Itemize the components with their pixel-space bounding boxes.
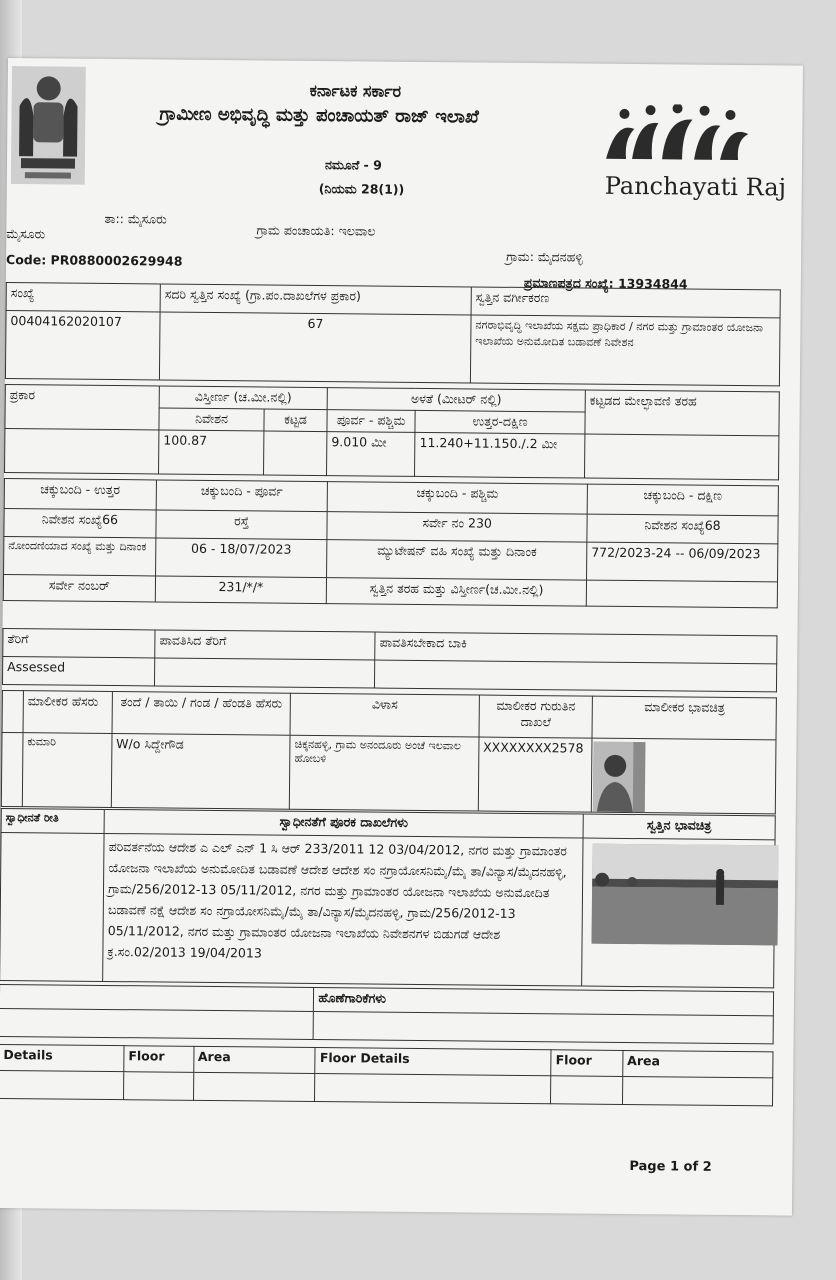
boundary-south-label: ಚಕ್ಕುಬಂದಿ - ದಕ್ಷಿಣ xyxy=(587,484,778,516)
relation-name-value: W/o ಸಿದ್ದೇಗೌಡ xyxy=(111,734,290,810)
liabilities-label: ಹೊಣೆಗಾರಿಕೆಗಳು xyxy=(314,987,774,1015)
panchayati-raj-logo-text: Panchayati Raj xyxy=(604,171,787,202)
survey-number-label: ಸರ್ವೇ ನಂಬರ್ xyxy=(3,574,155,601)
north-south-value: 11.240+11.150./.2 ಮೀ xyxy=(415,432,585,478)
address-label: ವಿಳಾಸ xyxy=(290,693,479,737)
property-photo xyxy=(592,844,779,946)
owner-photo-label: ಮಾಲೀಕರ ಭಾವಚಿತ್ರ xyxy=(592,696,776,740)
property-id-value: 00404162020107 xyxy=(5,310,160,379)
certificate-number: ಪ್ರಮಾಣಪತ್ರದ ಸಂಖ್ಯೆ: 13934844 xyxy=(523,274,688,292)
owner-name-label: ಮಾಲೀಕರ ಹೆಸರು xyxy=(23,691,112,734)
site-area-value: 100.87 xyxy=(159,430,264,475)
taluk-label: ತಾ:: ಮೈಸೂರು xyxy=(104,210,167,227)
property-number-value: 67 xyxy=(159,312,471,383)
boundary-north-value: ನಿವೇಶನ ಸಂಖ್ಯೆ66 xyxy=(4,508,156,537)
address-value: ಚಿಕ್ಕನಹಳ್ಳಿ, ಗ್ರಾಮ ಅನಂದೂರು ಅಂಚೆ ಇಲವಾಲ ಹೋಬಳಿ xyxy=(290,735,479,811)
boundary-east-value: ರಸ್ತೆ xyxy=(156,510,328,540)
property-type-area-label: ಸ್ವತ್ತಿನ ತರಹ ಮತ್ತು ವಿಸ್ತೀರ್ಣ(ಚ.ಮೀ.ನಲ್ಲಿ) xyxy=(327,578,587,606)
floor-details-label: Floor Details xyxy=(315,1047,551,1075)
district-label: ಮೈಸೂರು xyxy=(6,225,46,242)
type-label: ಪ್ರಕಾರ xyxy=(5,384,159,429)
document-page xyxy=(0,58,803,1216)
site-label: ನಿವೇಶನ xyxy=(159,408,264,431)
property-number-label: ಸದರಿ ಸ್ವತ್ತಿನ ಸಂಖ್ಯೆ (ಗ್ರಾ.ಪಂ.ದಾಖಲೆಗಳ ಪ್ರಕಾರ) xyxy=(160,284,471,315)
registration-label: ನೋಂದಣಿಯಾದ ಸಂಖ್ಯೆ ಮತ್ತು ದಿನಾಂಕ xyxy=(4,536,156,575)
tax-paid-label: ಪಾವತಿಸಿದ ತೆರಿಗೆ xyxy=(155,630,375,660)
liabilities-table xyxy=(0,984,774,1044)
area-label-left: Area xyxy=(193,1046,315,1073)
owner-id-value: XXXXXXXX2578 xyxy=(478,737,592,812)
floor-label-left: Floor xyxy=(124,1046,194,1073)
ownership-mode-label: ಸ್ವಾಧೀನತೆ ರೀತಿ xyxy=(1,808,104,833)
property-details-table xyxy=(5,282,781,386)
rule-number: (ನಿಯಮ 28(1)) xyxy=(318,180,405,197)
east-west-value: 9.010 ಮೀ xyxy=(327,432,416,477)
property-code: Code: PR0880002629948 xyxy=(5,251,183,269)
details-label: Details xyxy=(0,1044,124,1071)
floor-label-right: Floor xyxy=(551,1050,623,1077)
boundary-west-label: ಚಕ್ಕುಬಂದಿ - ಪಶ್ಚಿಮ xyxy=(327,482,587,514)
mutation-label: ಮ್ಯುಟೇಷನ್ ವಹಿ ಸಂಖ್ಯೆ ಮತ್ತು ದಿನಾಂಕ xyxy=(327,540,587,580)
mutation-value: 772/2023-24 -- 06/09/2023 xyxy=(586,542,777,582)
department-title: ಗ್ರಾಮೀಣ ಅಭಿವೃದ್ಧಿ ಮತ್ತು ಪಂಚಾಯತ್ ರಾಜ್ ಇಲಾಖೆ xyxy=(159,103,479,128)
boundary-north-label: ಚಕ್ಕುಬಂದಿ - ಉತ್ತರ xyxy=(4,478,156,509)
page-number: Page 1 of 2 xyxy=(629,1159,712,1175)
north-south-label: ಉತ್ತರ-ದಕ್ಷಿಣ xyxy=(415,410,585,434)
boundaries-table xyxy=(3,478,779,608)
survey-number-value: 231/*/* xyxy=(155,576,327,604)
owner-table xyxy=(1,690,777,814)
property-photo-label: ಸ್ವತ್ತಿನ ಭಾವಚಿತ್ರ xyxy=(583,814,775,840)
relation-name-label: ತಂದೆ / ತಾಯಿ / ಗಂಡ / ಹೆಂಡತಿ ಹೆಸರು xyxy=(112,692,291,736)
property-id-label: ಸಂಖ್ಯೆ xyxy=(6,282,160,311)
roof-type-label: ಕಟ್ಟಡದ ಮೇಲ್ಛಾವಣಿ ತರಹ xyxy=(585,390,779,436)
gram-panchayat-label: ಗ್ರಾಮ ಪಂಚಾಯತಿ: ಇಲವಾಲ xyxy=(256,222,376,239)
tax-due-label: ಪಾವತಿಸಬೇಕಾದ ಬಾಕಿ xyxy=(375,632,777,664)
area-table xyxy=(4,384,780,480)
floor-details-table xyxy=(0,1044,773,1106)
boundary-west-value: ಸರ್ವೇ ನಂ 230 xyxy=(327,512,587,542)
boundary-south-value: ನಿವೇಶನ ಸಂಖ್ಯೆ68 xyxy=(587,514,778,544)
east-west-label: ಪೂರ್ವ - ಪಶ್ಚಿಮ xyxy=(327,410,415,433)
registration-value: 06 - 18/07/2023 xyxy=(155,538,327,578)
dimension-label: ಅಳತೆ (ಮೀಟರ್ ನಲ್ಲಿ) xyxy=(327,388,585,412)
owner-id-label: ಮಾಲೀಕರ ಗುರುತಿನ ದಾಖಲೆ xyxy=(479,695,593,738)
panchayati-raj-logo-icon xyxy=(602,104,753,163)
tax-label: ತೆರಿಗೆ xyxy=(3,628,155,657)
boundary-east-label: ಚಕ್ಕುಬಂದಿ - ಪೂರ್ವ xyxy=(156,480,328,512)
building-label: ಕಟ್ಟಡ xyxy=(264,409,327,432)
owner-photo xyxy=(593,742,646,812)
village-label: ಗ್ರಾಮ: ಮೈದನಹಳ್ಳಿ xyxy=(506,248,583,265)
owner-name-value: ಕುಮಾರಿ xyxy=(22,733,112,808)
classification-label: ಸ್ವತ್ತಿನ ವರ್ಗೀಕರಣ xyxy=(471,287,780,318)
form-number: ನಮೂನೆ - 9 xyxy=(324,157,382,173)
ownership-docs-value: ಪರಿವರ್ತನೆಯ ಆದೇಶ ಎ ಎಲ್ ಎನ್ 1 ಸಿ ಆರ್ 233/2011 12 03/04/2012, ನಗರ ಮತ್ತು ಗ್ರಾಮಾಂತರ ಯೋಜನಾ ಇಲಾಖೆಯ ಅನುಮೋದಿತ ಬಡಾವಣೆ ಆದೇಶ ಆದೇಶ ಸಂ ನಗ್ರಾಯೋಸನಿಮೈ/ಮೈ ತಾ/ವಿನ್ಯಾಸ/ಮೈದನಹಳ್ಳಿ, ಗ್ರಾಮ/256/2012-13 05/11/2012, ನಗರ ಮತ್ತು ಗ್ರಾಮಾಂತರ ಯೋಜನಾ ಇಲಾಖೆಯ ಅನುಮೋದಿತ ಬಡಾವಣೆ ನಕ್ಷೆ ಆದೇಶ ಸಂ ನಗ್ರಾಯೋಸನಿಮೈ/ಮೈ ತಾ/ವಿನ್ಯಾಸ/ಮೈದನಹಳ್ಳಿ, ಗ್ರಾಮ/256/2012-13 05/11/2012, ನಗರ ಮತ್ತು ಗ್ರಾಮಾಂತರ ಯೋಜನಾ ಇಲಾಖೆಯ ನಿವೇಶನಗಳ ಬಿಡುಗಡೆ ಆದೇಶ ಕ್ರ.ಸಂ.02/2013 19/04/2013 xyxy=(103,833,583,986)
tax-table xyxy=(2,628,778,692)
area-label: ವಿಸ್ತೀರ್ಣ (ಚ.ಮೀ.ನಲ್ಲಿ) xyxy=(159,386,327,410)
karnataka-emblem-icon xyxy=(11,66,86,185)
classification-value: ನಗರಾಭಿವೃದ್ಧಿ ಇಲಾಖೆಯ ಸಕ್ಷಮ ಪ್ರಾಧಿಕಾರ / ನಗರ ಮತ್ತು ಗ್ರಾಮಾಂತರ ಯೋಜನಾ ಇಲಾಖೆಯ ಅನುಮೋದಿತ ಬಡಾವಣೆ ನಿವೇಶನ xyxy=(470,315,780,386)
ownership-docs-label: ಸ್ವಾಧೀನತೆಗೆ ಪೂರಕ ದಾಖಲೆಗಳು xyxy=(104,809,583,838)
state-title: ಕರ್ನಾಟಕ ಸರ್ಕಾರ xyxy=(309,80,402,101)
assessed-label: Assessed xyxy=(2,656,154,685)
area-label-right: Area xyxy=(623,1050,773,1077)
